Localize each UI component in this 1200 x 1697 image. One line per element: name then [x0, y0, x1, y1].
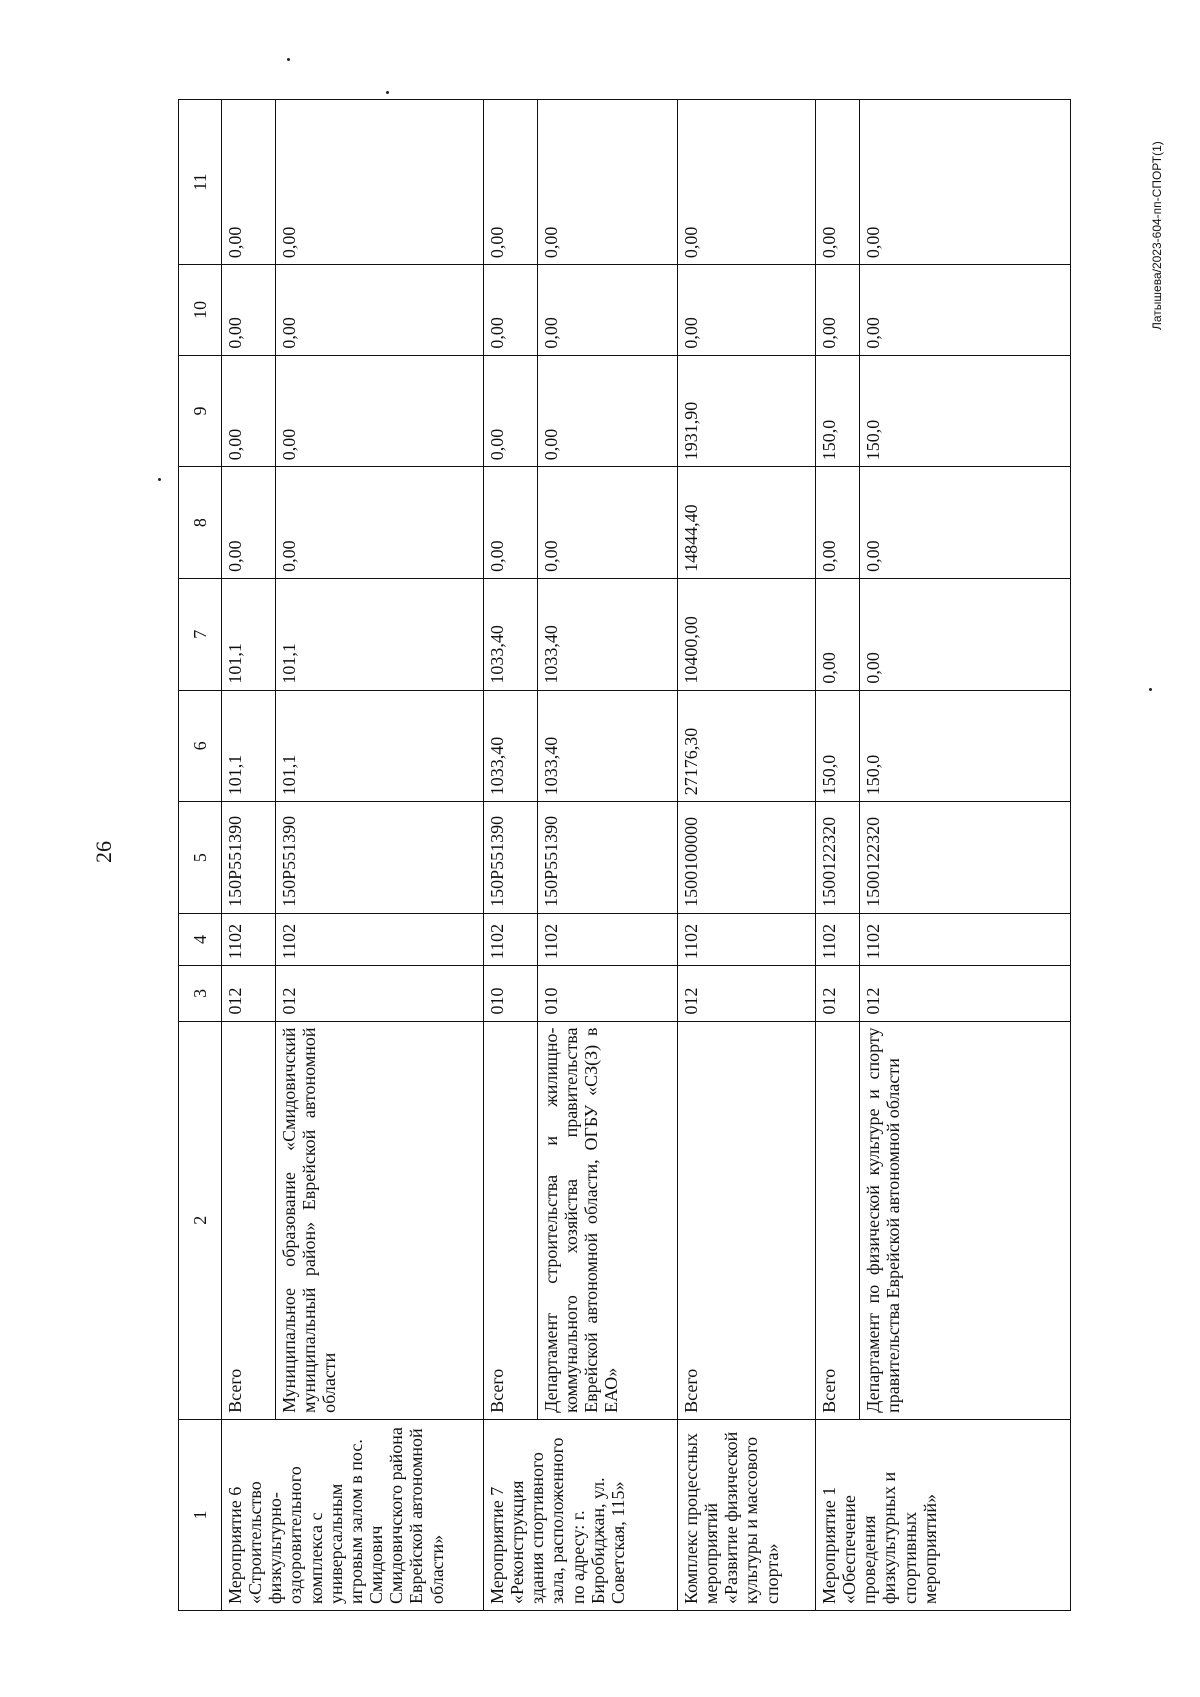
- header-cell: 5: [179, 802, 222, 914]
- value-cell: 0,00: [538, 265, 678, 356]
- value-cell: 150,0: [816, 355, 860, 467]
- value-cell: 0,00: [276, 355, 484, 467]
- value-cell: 1033,40: [484, 690, 538, 802]
- header-row: [179, 100, 222, 1611]
- scan-speck: [287, 58, 290, 61]
- page-number: 26: [91, 841, 116, 863]
- value-cell: 0,00: [816, 578, 860, 690]
- csr-cell: 150P551390: [484, 802, 538, 914]
- value-cell: 101,1: [222, 690, 276, 802]
- value-cell: 0,00: [484, 355, 538, 467]
- table-row: [222, 100, 276, 1611]
- value-cell: 0,00: [222, 265, 276, 356]
- value-cell: 10400,00: [678, 578, 816, 690]
- csr-cell: 1500122320: [860, 802, 1071, 914]
- rzpr-cell: 1102: [816, 913, 860, 965]
- grbs-cell: 012: [276, 966, 484, 1021]
- value-cell: 0,00: [538, 100, 678, 265]
- value-cell: 150,0: [860, 355, 1071, 467]
- value-cell: 0,00: [276, 467, 484, 579]
- budget-table: [178, 99, 1071, 1611]
- header-cell: 11: [179, 100, 222, 265]
- rzpr-cell: 1102: [276, 913, 484, 965]
- value-cell: 1033,40: [484, 578, 538, 690]
- scan-speck: [1149, 688, 1152, 691]
- value-cell: 0,00: [860, 578, 1071, 690]
- grbs-cell: 012: [816, 966, 860, 1021]
- table-row: [276, 100, 484, 1611]
- value-cell: 0,00: [860, 100, 1071, 265]
- grbs-cell: 012: [222, 966, 276, 1021]
- value-cell: 150,0: [816, 690, 860, 802]
- event-name-cell: Комплекс процессных мероприятий «Развитие физической культуры и массового спорта»: [678, 1419, 816, 1610]
- table-row: [860, 100, 1071, 1611]
- rotated-table-container: [178, 99, 1071, 1611]
- csr-cell: 1500122320: [816, 802, 860, 914]
- scan-speck: [158, 478, 161, 481]
- rzpr-cell: 1102: [860, 913, 1071, 965]
- rzpr-cell: 1102: [484, 913, 538, 965]
- value-cell: 0,00: [222, 100, 276, 265]
- grbs-cell: 012: [678, 966, 816, 1021]
- value-cell: 0,00: [538, 355, 678, 467]
- header-cell: 10: [179, 265, 222, 356]
- value-cell: 101,1: [276, 578, 484, 690]
- value-cell: 0,00: [484, 265, 538, 356]
- value-cell: 1033,40: [538, 578, 678, 690]
- grbs-cell: 010: [538, 966, 678, 1021]
- value-cell: 1931,90: [678, 355, 816, 467]
- table-row: [484, 100, 538, 1611]
- value-cell: 0,00: [816, 100, 860, 265]
- executor-cell: Всего: [678, 1021, 816, 1419]
- rzpr-cell: 1102: [678, 913, 816, 965]
- value-cell: 0,00: [816, 467, 860, 579]
- header-cell: 6: [179, 690, 222, 802]
- value-cell: 150,0: [860, 690, 1071, 802]
- grbs-cell: 012: [860, 966, 1071, 1021]
- value-cell: 0,00: [484, 467, 538, 579]
- rzpr-cell: 1102: [222, 913, 276, 965]
- header-cell: 8: [179, 467, 222, 579]
- executor-cell: Всего: [816, 1021, 860, 1419]
- value-cell: 0,00: [276, 100, 484, 265]
- table-row: [678, 100, 816, 1611]
- table-row: [538, 100, 678, 1611]
- csr-cell: 1500100000: [678, 802, 816, 914]
- value-cell: 101,1: [222, 578, 276, 690]
- table-row: [816, 100, 860, 1611]
- scan-speck: [386, 91, 389, 94]
- event-name-cell: Мероприятие 1 «Обеспечение проведения физкультурных и спортивных мероприятий»: [816, 1419, 1071, 1610]
- value-cell: 0,00: [860, 265, 1071, 356]
- value-cell: 0,00: [276, 265, 484, 356]
- value-cell: 0,00: [678, 100, 816, 265]
- csr-cell: 150P551390: [276, 802, 484, 914]
- executor-cell: Департамент по физической культуре и спорту правительства Еврейской автономной области: [860, 1021, 1071, 1419]
- header-cell: 4: [179, 913, 222, 965]
- executor-cell: Всего: [484, 1021, 538, 1419]
- header-cell: 1: [179, 1419, 222, 1610]
- executor-cell: Департамент строительства и жилищно-коммунального хозяйства правительства Еврейской автономной области, ОГБУ «СЗ(З) в ЕАО»: [538, 1021, 678, 1419]
- value-cell: 0,00: [222, 467, 276, 579]
- executor-cell: Муниципальное образование «Смидовичский муниципальный район» Еврейской автономной области: [276, 1021, 484, 1419]
- csr-cell: 150P551390: [538, 802, 678, 914]
- value-cell: 0,00: [222, 355, 276, 467]
- value-cell: 0,00: [860, 467, 1071, 579]
- executor-cell: Всего: [222, 1021, 276, 1419]
- value-cell: 0,00: [538, 467, 678, 579]
- value-cell: 0,00: [816, 265, 860, 356]
- value-cell: 27176,30: [678, 690, 816, 802]
- rzpr-cell: 1102: [538, 913, 678, 965]
- header-cell: 9: [179, 355, 222, 467]
- value-cell: 101,1: [276, 690, 484, 802]
- header-cell: 2: [179, 1021, 222, 1419]
- event-name-cell: Мероприятие 6 «Строительство физкультурно-оздоровительного комплекса с универсальным игровым залом в пос. Смидович Смидовичского района Еврейской автономной области»: [222, 1419, 484, 1610]
- header-cell: 3: [179, 966, 222, 1021]
- value-cell: 0,00: [484, 100, 538, 265]
- grbs-cell: 010: [484, 966, 538, 1021]
- header-cell: 7: [179, 578, 222, 690]
- value-cell: 1033,40: [538, 690, 678, 802]
- csr-cell: 150P551390: [222, 802, 276, 914]
- value-cell: 0,00: [678, 265, 816, 356]
- footer-document-code: Латышева/2023-604-пп-СПОРТ(1): [1150, 141, 1164, 330]
- value-cell: 14844,40: [678, 467, 816, 579]
- event-name-cell: Мероприятие 7 «Реконструкция здания спортивного зала, расположенного по адресу: г. Биробиджан, ул. Советская, 115»: [484, 1419, 678, 1610]
